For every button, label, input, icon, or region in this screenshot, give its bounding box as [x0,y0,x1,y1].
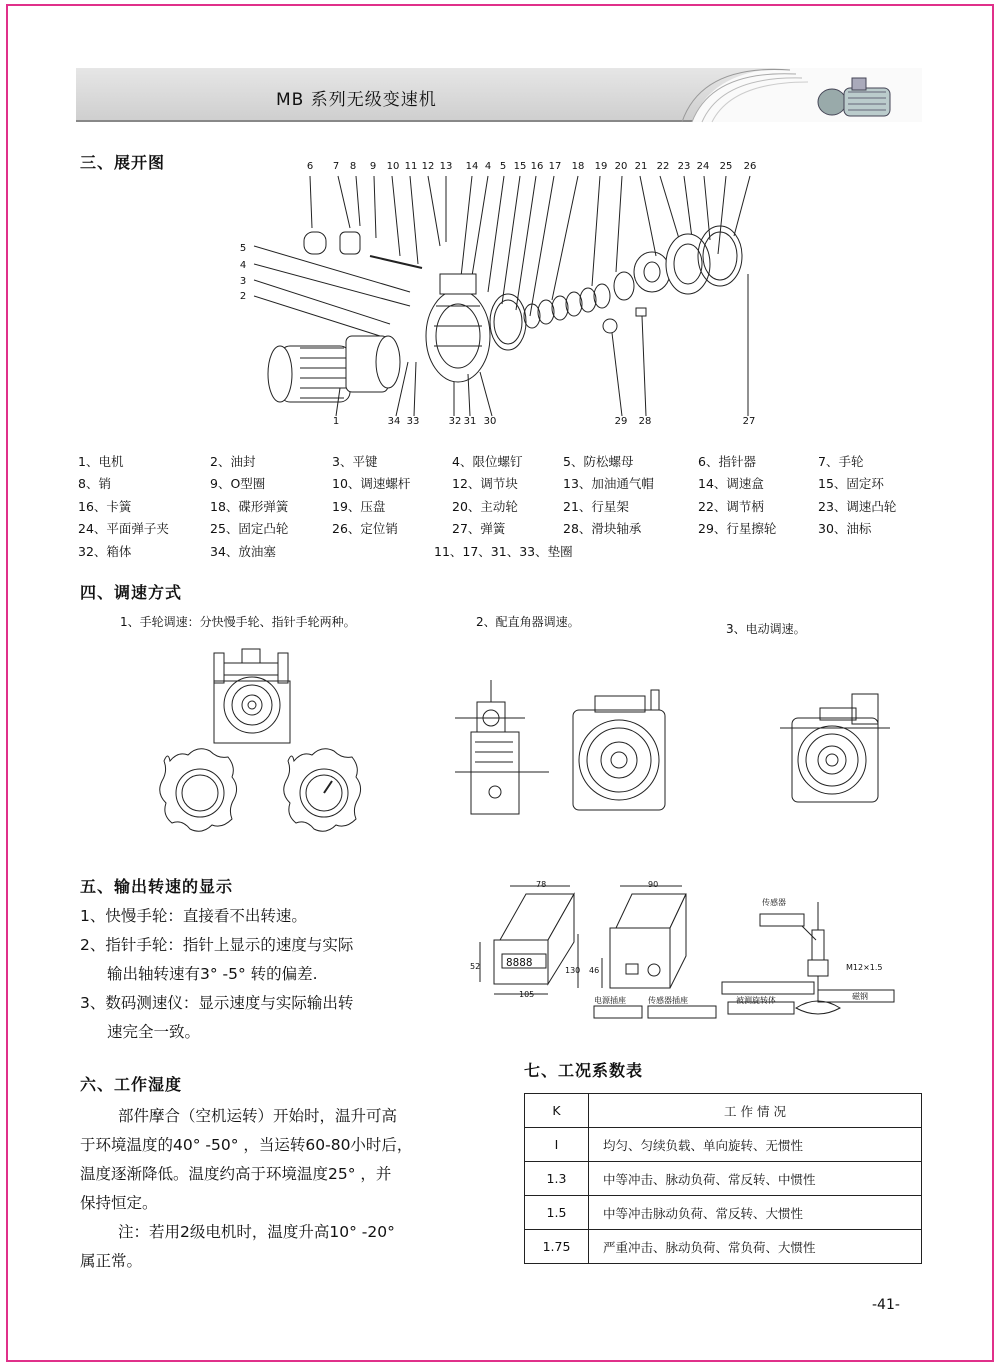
part-item: 29、行星擦轮 [698,521,777,536]
part-item: 21、行星架 [563,499,629,514]
part-item: 14、调速盒 [698,476,764,491]
callout-number: 24 [696,161,710,172]
table-cell-condition: 中等冲击、脉动负荷、常反转、中惯性 [589,1162,922,1196]
callout-number: 13 [439,161,453,172]
part-item: 3、平键 [332,454,378,469]
speed-method-3: 3、电动调速。 [726,622,806,636]
callout-number: 19 [594,161,608,172]
part-item: 18、碟形弹簧 [210,499,289,514]
table-cell-k: I [525,1128,589,1162]
page-header [76,68,922,122]
part-item: 27、弹簧 [452,521,506,536]
electric-drive-drawing [780,690,890,810]
humidity-line-5: 注：若用2级电机时，温度升高10° -20° [118,1223,395,1241]
tachometer-label: M12×1.5 [846,963,883,972]
table-row [525,1162,922,1196]
callout-number: 11 [404,161,418,172]
table-row [525,1128,922,1162]
callout-number: 26 [743,161,757,172]
part-item: 9、O型圈 [210,476,266,491]
callout-number: 9 [369,161,377,172]
section-title-speed-methods: 四、调速方式 [80,583,183,602]
callout-number: 5 [499,161,507,172]
callout-number: 5 [239,243,247,254]
speed-method-2: 2、配直角器调速。 [476,615,580,629]
part-item: 2、油封 [210,454,256,469]
display-line-4: 3、数码测速仪：显示速度与实际输出转 [80,994,354,1012]
section-title-humidity: 六、工作湿度 [80,1075,183,1094]
part-item: 19、压盘 [332,499,386,514]
callout-number: 33 [406,416,420,427]
part-item: 10、调速螺杆 [332,476,411,491]
part-item: 20、主动轮 [452,499,518,514]
motor-logo-image [672,68,922,122]
table-cell-k: 1.75 [525,1230,589,1264]
part-item: 8、销 [78,476,111,491]
callout-number: 22 [656,161,670,172]
digital-display-readout: 8888 [506,956,533,969]
dimension-label: 52 [470,962,481,971]
speed-method-1: 1、手轮调速：分快慢手轮、指针手轮两种。 [120,615,356,629]
section-title-speed-display: 五、输出转速的显示 [80,877,234,896]
callout-number: 28 [638,416,652,427]
table-header-k: K [525,1094,589,1128]
callout-number: 27 [742,416,756,427]
section-title-exploded-view: 三、展开图 [80,153,166,172]
part-item: 28、滑块轴承 [563,521,642,536]
humidity-line-4: 保持恒定。 [80,1194,158,1212]
tachometer-label: 电源插座 [594,996,626,1005]
part-item: 13、加油通气帽 [563,476,654,491]
part-item: 26、定位销 [332,521,398,536]
table-cell-k: 1.5 [525,1196,589,1230]
humidity-line-2: 于环境温度的40° -50° ，当运转60-80小时后， [80,1136,413,1154]
callout-number: 32 [448,416,462,427]
tachometer-label: 被测旋转体 [736,996,776,1005]
dimension-label: 130 [565,966,581,975]
callout-number: 29 [614,416,628,427]
callout-number: 21 [634,161,648,172]
part-item: 30、油标 [818,521,872,536]
part-item: 11、17、31、33、垫圈 [434,544,573,559]
callout-number: 12 [421,161,435,172]
table-row [525,1230,922,1264]
part-item: 12、调节块 [452,476,518,491]
tachometer-label: 传感器插座 [648,996,688,1005]
part-item: 16、卡簧 [78,499,132,514]
callout-number: 4 [239,260,247,271]
table-header-row [525,1094,922,1128]
tachometer-label: 磁钢 [852,992,868,1001]
part-item: 32、箱体 [78,544,132,559]
part-item: 1、电机 [78,454,124,469]
callout-number: 23 [677,161,691,172]
service-factor-table [524,1093,922,1264]
callout-number: 17 [548,161,562,172]
handwheel-drawing [130,645,370,850]
callout-number: 14 [465,161,479,172]
part-item: 24、平面弹子夹 [78,521,169,536]
callout-number: 3 [239,276,247,287]
header-title: MB 系列无级变速机 [276,90,437,110]
table-cell-k: 1.3 [525,1162,589,1196]
dimension-label: 90 [648,880,659,889]
dimension-label: 105 [519,990,535,999]
page-number: -41- [872,1297,900,1313]
display-line-3: 输出轴转速有3° -5° 转的偏差. [107,965,318,983]
callout-number: 7 [332,161,340,172]
table-cell-condition: 严重冲击、脉动负荷、常负荷、大惯性 [589,1230,922,1264]
part-item: 4、限位螺钉 [452,454,523,469]
part-item: 7、手轮 [818,454,864,469]
callout-number: 16 [530,161,544,172]
callout-number: 8 [349,161,357,172]
part-item: 22、调节柄 [698,499,764,514]
callout-number: 15 [513,161,527,172]
callout-number: 6 [306,161,314,172]
callout-number: 25 [719,161,733,172]
callout-number: 2 [239,291,247,302]
part-item: 25、固定凸轮 [210,521,289,536]
callout-number: 18 [571,161,585,172]
dimension-label: 78 [536,880,547,889]
humidity-line-3: 温度逐渐降低。温度约高于环境温度25° ，并 [80,1165,392,1183]
table-cell-condition: 中等冲击脉动负荷、常反转、大惯性 [589,1196,922,1230]
display-line-2: 2、指针手轮：指针上显示的速度与实际 [80,936,354,954]
tachometer-label: 传感器 [762,898,786,907]
callout-number: 30 [483,416,497,427]
exploded-view-drawing [240,176,770,416]
callout-number: 4 [484,161,492,172]
callout-number: 31 [463,416,477,427]
part-item: 15、固定环 [818,476,884,491]
part-item: 34、放油塞 [210,544,276,559]
dimension-label: 46 [589,966,600,975]
callout-number: 20 [614,161,628,172]
table-header-condition: 工 作 情 况 [589,1094,922,1128]
callout-number: 34 [387,416,401,427]
table-cell-condition: 均匀、匀续负载、单向旋转、无惯性 [589,1128,922,1162]
right-angle-drive-drawing [455,680,675,820]
section-title-service-factor: 七、工况系数表 [524,1061,644,1080]
part-item: 23、调速凸轮 [818,499,897,514]
display-line-1: 1、快慢手轮：直接看不出转速。 [80,907,307,925]
table-row [525,1196,922,1230]
callout-number: 10 [386,161,400,172]
part-item: 6、指针器 [698,454,756,469]
display-line-5: 速完全一致。 [107,1023,201,1041]
humidity-line-6: 属正常。 [80,1252,143,1270]
humidity-line-1: 部件摩合（空机运转）开始时，温升可高 [118,1107,398,1125]
callout-number: 1 [332,416,340,427]
part-item: 5、防松螺母 [563,454,634,469]
